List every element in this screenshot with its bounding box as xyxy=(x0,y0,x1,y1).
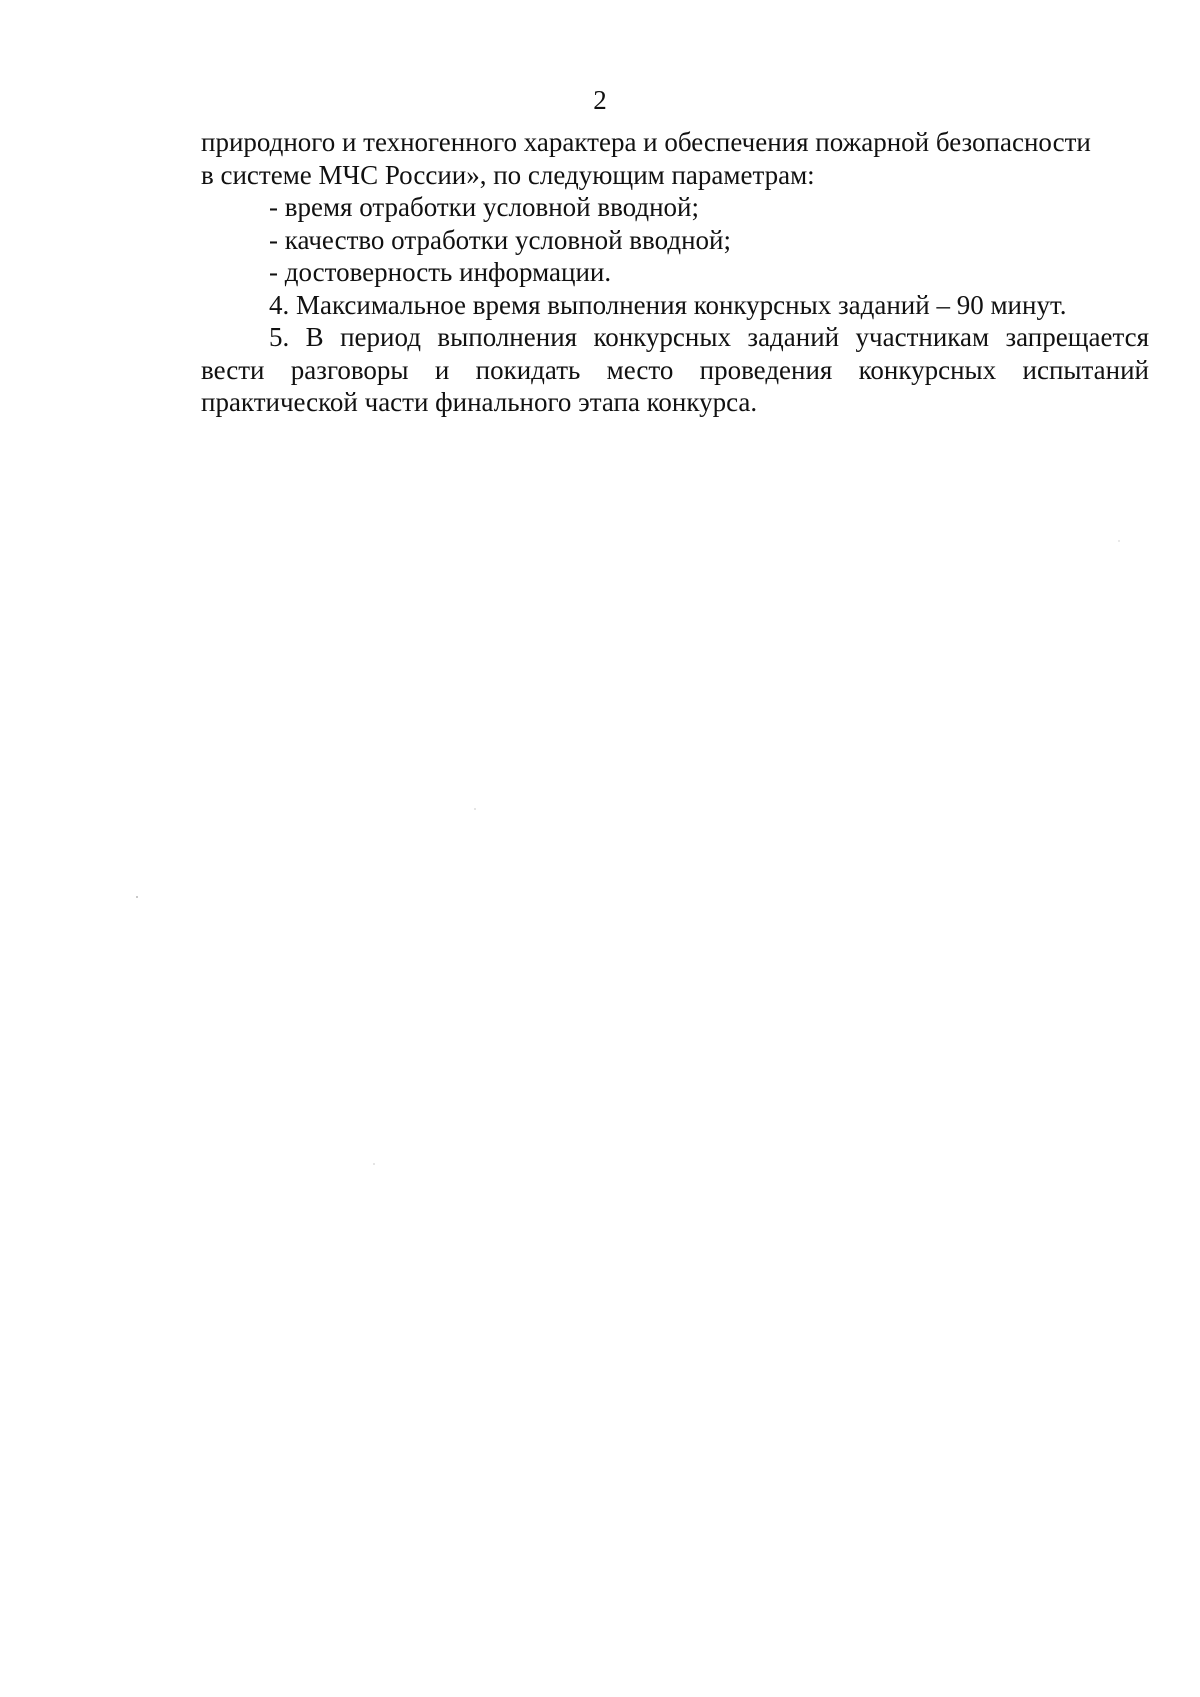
numbered-item-5-line: практической части финального этапа конкурса. xyxy=(201,387,758,417)
scan-speck xyxy=(373,1163,375,1165)
page-number: 2 xyxy=(593,85,607,115)
list-item: - достоверность информации. xyxy=(269,257,612,287)
list-item: - время отработки условной вводной; xyxy=(269,192,700,222)
numbered-item-5-line: 5. В период выполнения конкурсных заданий участникам запрещается xyxy=(269,322,1149,352)
paragraph-continuation-line: природного и техногенного характера и обеспечения пожарной безопасности xyxy=(201,127,1091,157)
scan-speck xyxy=(136,896,138,898)
paragraph-continuation-line: в системе МЧС России», по следующим параметрам: xyxy=(201,159,815,190)
numbered-item-5-line: вести разговоры и покидать место проведения конкурсных испытаний xyxy=(201,354,1149,385)
scan-speck xyxy=(474,808,476,810)
body-text xyxy=(201,126,1149,419)
list-item: - качество отработки условной вводной; xyxy=(269,224,731,255)
scan-speck xyxy=(1118,540,1120,542)
numbered-item-4: 4. Максимальное время выполнения конкурсных заданий – 90 минут. xyxy=(269,289,1067,320)
